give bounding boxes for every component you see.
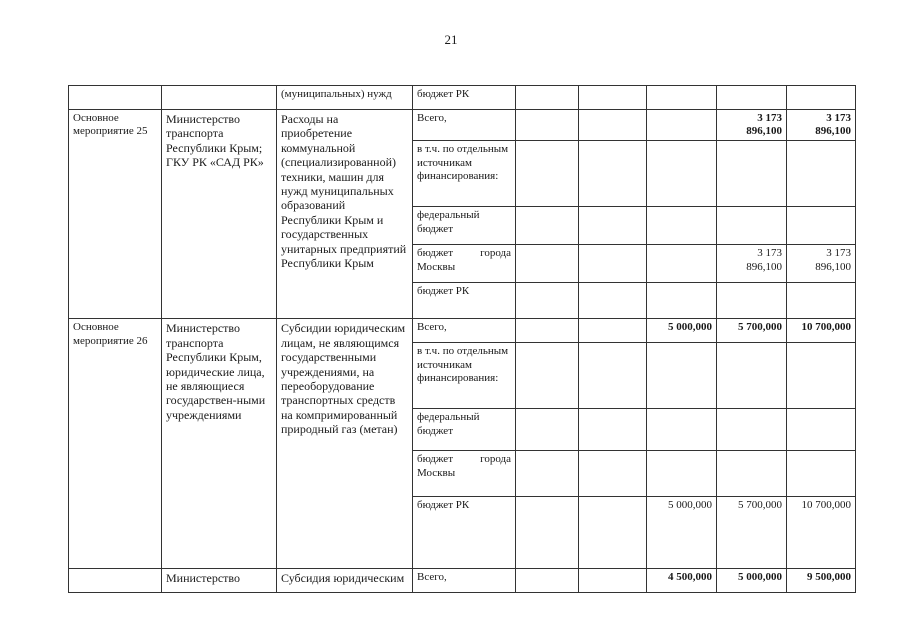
value-cell (579, 283, 647, 319)
table-row (69, 110, 856, 141)
table-row (69, 319, 856, 343)
total-cell: 3 173 896,100 (787, 245, 856, 283)
value-cell (516, 451, 579, 497)
executor-cell: Министерство транспорта Республики Крым, юридические лица, не являющиеся государствен-ными учреждениями (162, 319, 277, 569)
total-cell: 10 700,000 (787, 319, 856, 343)
value-cell (787, 451, 856, 497)
value-cell (717, 343, 787, 409)
source-cell: в т.ч. по отдельным источникам финансирования: (413, 343, 516, 409)
value-cell (516, 86, 579, 110)
value-cell (516, 207, 579, 245)
executor-cell (162, 86, 277, 110)
value-cell (579, 86, 647, 110)
value-cell (647, 451, 717, 497)
event-cell (69, 569, 162, 593)
source-cell: в т.ч. по отдельным источникам финансирования: (413, 141, 516, 207)
value-cell (579, 569, 647, 593)
value-cell (787, 283, 856, 319)
value-cell (647, 409, 717, 451)
value-cell (647, 110, 717, 141)
value-cell (516, 497, 579, 569)
table-row (69, 569, 856, 593)
value-cell (516, 110, 579, 141)
value-cell (717, 207, 787, 245)
table-row (69, 86, 856, 110)
value-cell (579, 497, 647, 569)
value-cell (579, 245, 647, 283)
value-cell (516, 141, 579, 207)
value-cell (579, 110, 647, 141)
value-cell: 5 700,000 (717, 319, 787, 343)
value-cell (647, 207, 717, 245)
source-cell: бюджет РК (413, 283, 516, 319)
value-cell (579, 451, 647, 497)
executor-cell: Министерство транспорта Республики Крым; ГКУ РК «САД РК» (162, 110, 277, 319)
event-cell (69, 86, 162, 110)
value-cell (787, 409, 856, 451)
value-cell (516, 409, 579, 451)
source-cell: Всего, (413, 569, 516, 593)
value-cell (647, 86, 717, 110)
value-cell (647, 245, 717, 283)
total-cell: 9 500,000 (787, 569, 856, 593)
value-cell: 5 000,000 (647, 497, 717, 569)
value-cell: 5 000,000 (717, 569, 787, 593)
value-cell (516, 245, 579, 283)
executor-cell: Министерство (162, 569, 277, 593)
value-cell (516, 569, 579, 593)
value-cell (579, 207, 647, 245)
value-cell (516, 343, 579, 409)
value-cell (579, 343, 647, 409)
value-cell (787, 207, 856, 245)
value-cell (579, 409, 647, 451)
source-word: города (480, 453, 511, 466)
value-cell (717, 283, 787, 319)
source-word: Москвы (417, 260, 456, 273)
purpose-cell: (муниципальных) нужд (277, 86, 413, 110)
value-cell: 5 700,000 (717, 497, 787, 569)
page-number: 21 (444, 32, 458, 47)
source-cell (413, 451, 516, 497)
value-cell: 5 000,000 (647, 319, 717, 343)
value-cell: 3 173 896,100 (717, 110, 787, 141)
purpose-cell: Расходы на приобретение коммунальной (специализированной) техники, машин для нужд муниципальных образований Республики Крым и государственных унитарных предприятий Республики Крым (277, 110, 413, 319)
source-cell: Всего, (413, 319, 516, 343)
budget-table (68, 85, 856, 593)
value-cell (787, 141, 856, 207)
value-cell (516, 319, 579, 343)
value-cell (647, 343, 717, 409)
source-word: бюджет (417, 453, 453, 466)
value-cell (579, 319, 647, 343)
source-cell: Всего, (413, 110, 516, 141)
source-cell: бюджет РК (413, 497, 516, 569)
value-cell (516, 283, 579, 319)
value-cell (647, 283, 717, 319)
total-cell: 10 700,000 (787, 497, 856, 569)
event-label: Основное мероприятие 26 (69, 319, 162, 569)
value-cell: 4 500,000 (647, 569, 717, 593)
value-cell (787, 343, 856, 409)
value-cell (717, 451, 787, 497)
total-cell: 3 173 896,100 (787, 110, 856, 141)
event-label: Основное мероприятие 25 (69, 110, 162, 319)
source-word: бюджет (417, 247, 453, 260)
value-cell (717, 141, 787, 207)
source-word: Москвы (417, 466, 456, 479)
value-cell (717, 409, 787, 451)
source-cell (413, 245, 516, 283)
source-cell: федеральный бюджет (413, 207, 516, 245)
value-cell (717, 86, 787, 110)
value-cell: 3 173 896,100 (717, 245, 787, 283)
value-cell (787, 86, 856, 110)
source-cell: бюджет РК (413, 86, 516, 110)
source-word: города (480, 247, 511, 260)
source-cell: федеральный бюджет (413, 409, 516, 451)
purpose-cell: Субсидия юридическим (277, 569, 413, 593)
value-cell (579, 141, 647, 207)
purpose-cell: Субсидии юридическим лицам, не являющимся государственными учреждениями, на переоборудование транспортных средств на компримированный природный газ (метан) (277, 319, 413, 569)
value-cell (647, 141, 717, 207)
